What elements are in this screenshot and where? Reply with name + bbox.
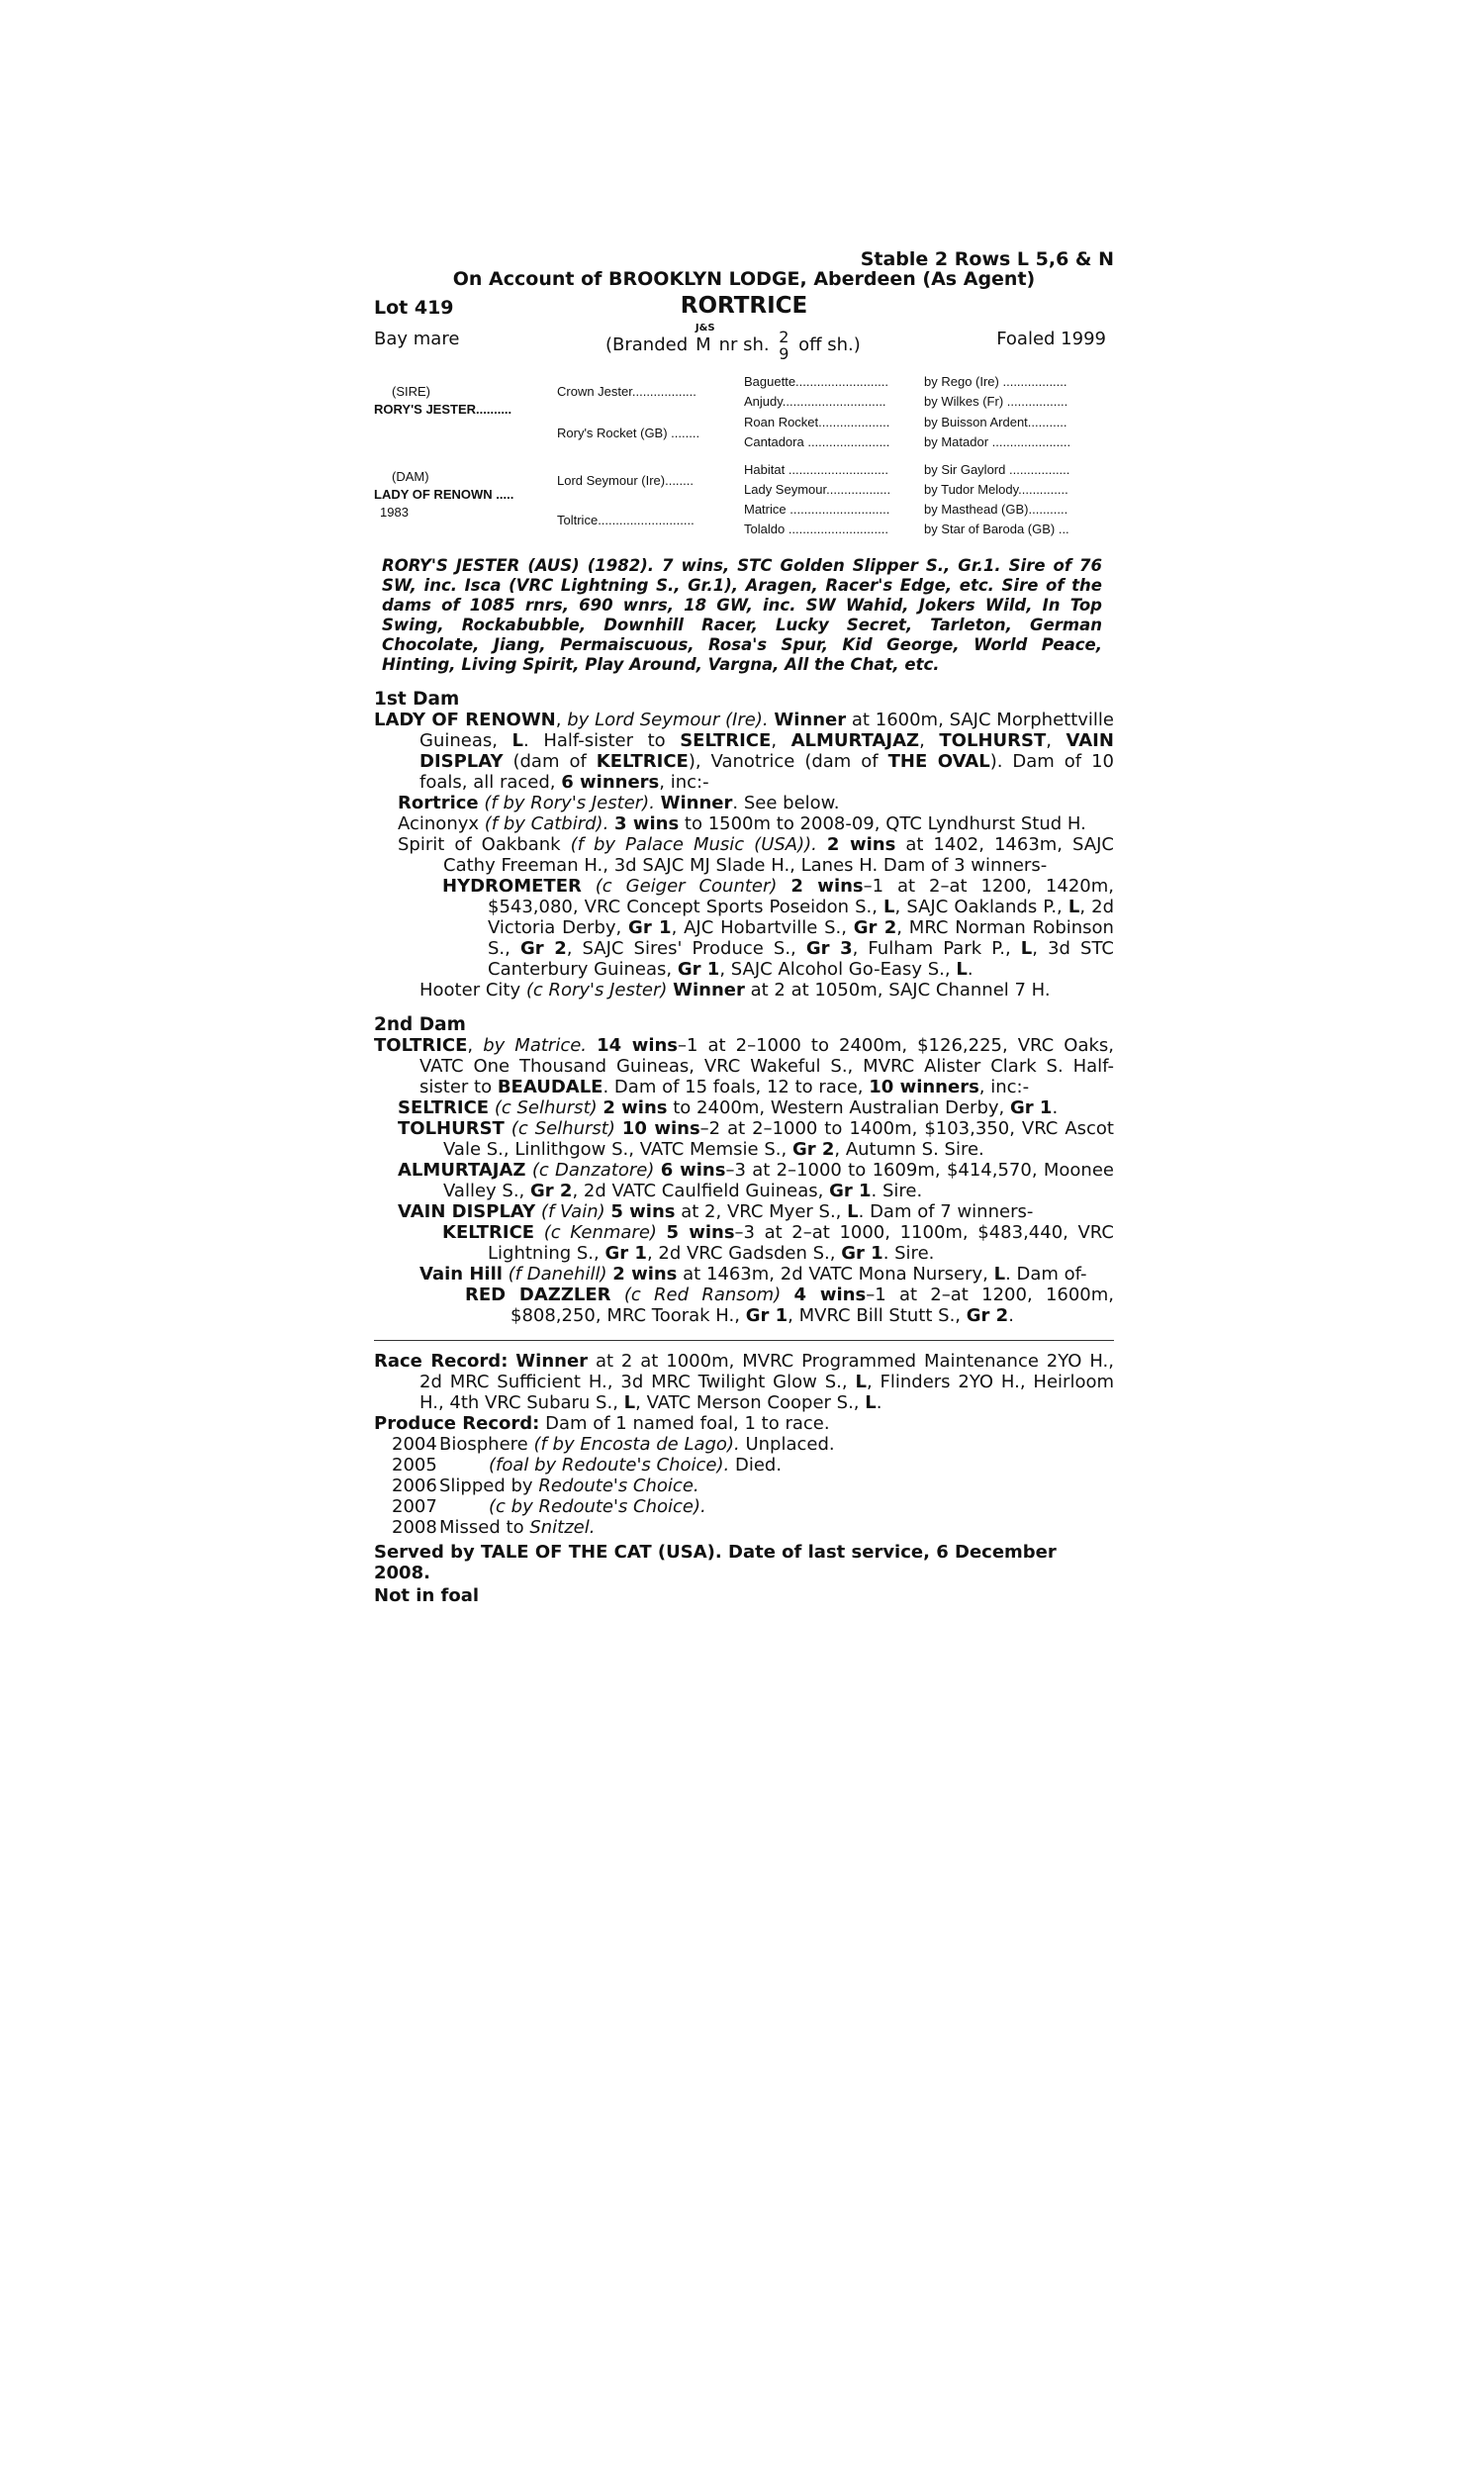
pedigree-g3-7: by Masthead (GB)........... [924, 502, 1068, 517]
pedigree-g3-3: by Buisson Ardent........... [924, 415, 1067, 429]
vendor-account: On Account of BROOKLYN LODGE, Aberdeen (As Agent) [452, 268, 1036, 290]
foal-acinonyx: Acinonyx (f by Catbird). 3 wins to 1500m to 2008-09, QTC Lyndhurst Stud H. [398, 813, 1086, 834]
produce-2006: 2006 Slipped by Redoute's Choice. [392, 1475, 699, 1496]
dam-year: 1983 [380, 505, 409, 520]
second-dam-paragraph: TOLTRICE, by Matrice. 14 wins–1 at 2–1000 to 2400m, $126,225, VRC Oaks, VATC One Thousand Guineas, VRC Wakeful S., MVRC Alister Clark S. Half-sister to BEAUDALE. Dam of 15 foals, 12 to race, 10 winners, inc:- [374, 1035, 1114, 1097]
sire-name: RORY'S JESTER.......... [374, 402, 512, 417]
section-divider [374, 1340, 1114, 1341]
foal-seltrice: SELTRICE (c Selhurst) 2 wins to 2400m, Western Australian Derby, Gr 1. [398, 1097, 1059, 1118]
brand-frac-top: 2 [779, 328, 789, 346]
brand-frac-bottom: 9 [779, 344, 789, 363]
pedigree-g3-5: by Sir Gaylord ................. [924, 462, 1070, 477]
foaled-year: Foaled 1999 [996, 329, 1106, 349]
pedigree-g3-1: by Rego (Ire) .................. [924, 374, 1067, 389]
produce-2004: 2004 Biosphere (f by Encosta de Lago). Unplaced. [392, 1434, 835, 1455]
pedigree-g1-2: Rory's Rocket (GB) ........ [557, 426, 700, 440]
horse-name: RORTRICE [680, 293, 808, 319]
pedigree-g2-1: Baguette.......................... [744, 374, 888, 389]
brand-fraction [775, 329, 792, 362]
pedigree-table [374, 364, 1114, 540]
pedigree-g2-5: Habitat ............................ [744, 462, 888, 477]
pedigree-g2-7: Matrice ............................ [744, 502, 890, 517]
brand-prefix: (Branded [605, 334, 689, 355]
foal-hydrometer: HYDROMETER (c Geiger Counter) 2 wins–1 at 2–at 1200, 1420m, $543,080, VRC Concept Sports Poseidon S., L, SAJC Oaklands P., L, 2d Victoria Derby, Gr 1, AJC Hobartville S., Gr 2, MRC Norman Robinson S., Gr 2, SAJC Sires' Produce S., Gr 3, Fulham Park P., L, 3d STC Canterbury Guineas, Gr 1, SAJC Alcohol Go-Easy S., L. [442, 876, 1114, 980]
foal-rortrice: Rortrice (f by Rory's Jester). Winner. See below. [398, 793, 840, 813]
pedigree-g2-6: Lady Seymour.................. [744, 482, 891, 497]
catalogue-page [374, 249, 1114, 1606]
foal-almurtajaz: ALMURTAJAZ (c Danzatore) 6 wins–3 at 2–1000 to 1609m, $414,570, Moonee Valley S., Gr 2, 2d VATC Caulfield Guineas, Gr 1. Sire. [398, 1160, 1114, 1201]
produce-2007: 2007 (c by Redoute's Choice). [392, 1496, 706, 1517]
brand-mark-letter: M [696, 334, 711, 355]
pedigree-g3-2: by Wilkes (Fr) ................. [924, 394, 1068, 409]
stable-location: Stable 2 Rows L 5,6 & N [860, 248, 1114, 270]
race-record: Race Record: Winner at 2 at 1000m, MVRC Programmed Maintenance 2YO H., 2d MRC Sufficient H., 3d MRC Twilight Glow S., L, Flinders 2YO H., Heirloom H., 4th VRC Subaru S., L, VATC Merson Cooper S., L. [374, 1351, 1115, 1413]
served-by: Served by TALE OF THE CAT (USA). Date of last service, 6 December 2008. [374, 1542, 1057, 1583]
foal-red-dazzler: RED DAZZLER (c Red Ransom) 4 wins–1 at 2–at 1200, 1600m, $808,250, MRC Toorak H., Gr 1, MVRC Bill Stutt S., Gr 2. [465, 1285, 1115, 1326]
produce-record: Produce Record: Dam of 1 named foal, 1 to race. [374, 1413, 830, 1434]
pedigree-g3-8: by Star of Baroda (GB) ... [924, 522, 1069, 536]
lot-number: Lot 419 [374, 297, 454, 319]
second-dam-section [374, 1014, 1114, 1326]
produce-2008: 2008 Missed to Snitzel. [392, 1517, 596, 1538]
foal-spirit-of-oakbank: Spirit of Oakbank (f by Palace Music (USA)). 2 wins at 1402, 1463m, SAJC Cathy Freeman H., 3d SAJC MJ Slade H., Lanes H. Dam of 3 winners- [398, 834, 1114, 876]
produce-2005: 2005 (foal by Redoute's Choice). Died. [392, 1455, 783, 1475]
dam-label: (DAM) [392, 469, 429, 484]
records-section [374, 1351, 1114, 1606]
foal-status: Not in foal [374, 1585, 480, 1606]
horse-sex: Bay mare [374, 329, 460, 349]
foal-keltrice: KELTRICE (c Kenmare) 5 wins–3 at 2–at 1000, 1100m, $483,440, VRC Lightning S., Gr 1, 2d VRC Gadsden S., Gr 1. Sire. [442, 1222, 1114, 1264]
brand-off: off sh.) [798, 334, 861, 355]
dam-name: LADY OF RENOWN ..... [374, 487, 514, 502]
brand-description [605, 323, 861, 363]
brand-mark-top: J&S [695, 323, 715, 333]
foal-tolhurst: TOLHURST (c Selhurst) 10 wins–2 at 2–1000 to 1400m, $103,350, VRC Ascot Vale S., Linlithgow S., VATC Memsie S., Gr 2, Autumn S. Sire. [398, 1118, 1114, 1160]
first-dam-section [374, 689, 1114, 1000]
pedigree-g2-8: Tolaldo ............................ [744, 522, 888, 536]
pedigree-g1-3: Lord Seymour (Ire)........ [557, 473, 694, 488]
pedigree-g2-2: Anjudy............................. [744, 394, 886, 409]
pedigree-g1-4: Toltrice........................... [557, 513, 695, 527]
sire-label: (SIRE) [392, 384, 430, 399]
sire-summary: RORY'S JESTER (AUS) (1982). 7 wins, STC Golden Slipper S., Gr.1. Sire of 76 SW, inc. Isca (VRC Lightning S., Gr.1), Aragen, Racer's Edge, etc. Sire of the dams of 1085 rnrs, 690 wnrs, 18 GW, inc. SW Wahid, Jokers Wild, In Top Swing, Rockabubble, Downhill Racer, Lucky Secret, Tarleton, German Chocolate, Jiang, Permaiscuous, Rosa's Spur, Kid George, World Peace, Hinting, Living Spirit, Play Around, Vargna, All the Chat, etc. [382, 556, 1102, 674]
first-dam-heading: 1st Dam [374, 689, 460, 710]
pedigree-g2-4: Cantadora ....................... [744, 434, 890, 449]
foal-vain-display: VAIN DISPLAY (f Vain) 5 wins at 2, VRC Myer S., L. Dam of 7 winners- [398, 1201, 1034, 1222]
second-dam-heading: 2nd Dam [374, 1014, 466, 1035]
lot-row [374, 293, 1114, 321]
pedigree-g3-6: by Tudor Melody.............. [924, 482, 1068, 497]
first-dam-paragraph: LADY OF RENOWN, by Lord Seymour (Ire). Winner at 1600m, SAJC Morphettville Guineas, L. Half-sister to SELTRICE, ALMURTAJAZ, TOLHURST, VAIN DISPLAY (dam of KELTRICE), Vanotrice (dam of THE OVAL). Dam of 10 foals, all raced, 6 winners, inc:- [374, 710, 1115, 793]
pedigree-g3-4: by Matador ...................... [924, 434, 1071, 449]
brand-nr: nr sh. [718, 334, 770, 355]
foal-vain-hill: Vain Hill (f Danehill) 2 wins at 1463m, 2d VATC Mona Nursery, L. Dam of- [419, 1264, 1087, 1285]
pedigree-g1-1: Crown Jester.................. [557, 384, 696, 399]
foal-hooter-city: Hooter City (c Rory's Jester) Winner at 2 at 1050m, SAJC Channel 7 H. [419, 980, 1051, 1000]
pedigree-g2-3: Roan Rocket.................... [744, 415, 890, 429]
brand-mark [694, 323, 715, 355]
horse-details-row [374, 321, 1114, 363]
